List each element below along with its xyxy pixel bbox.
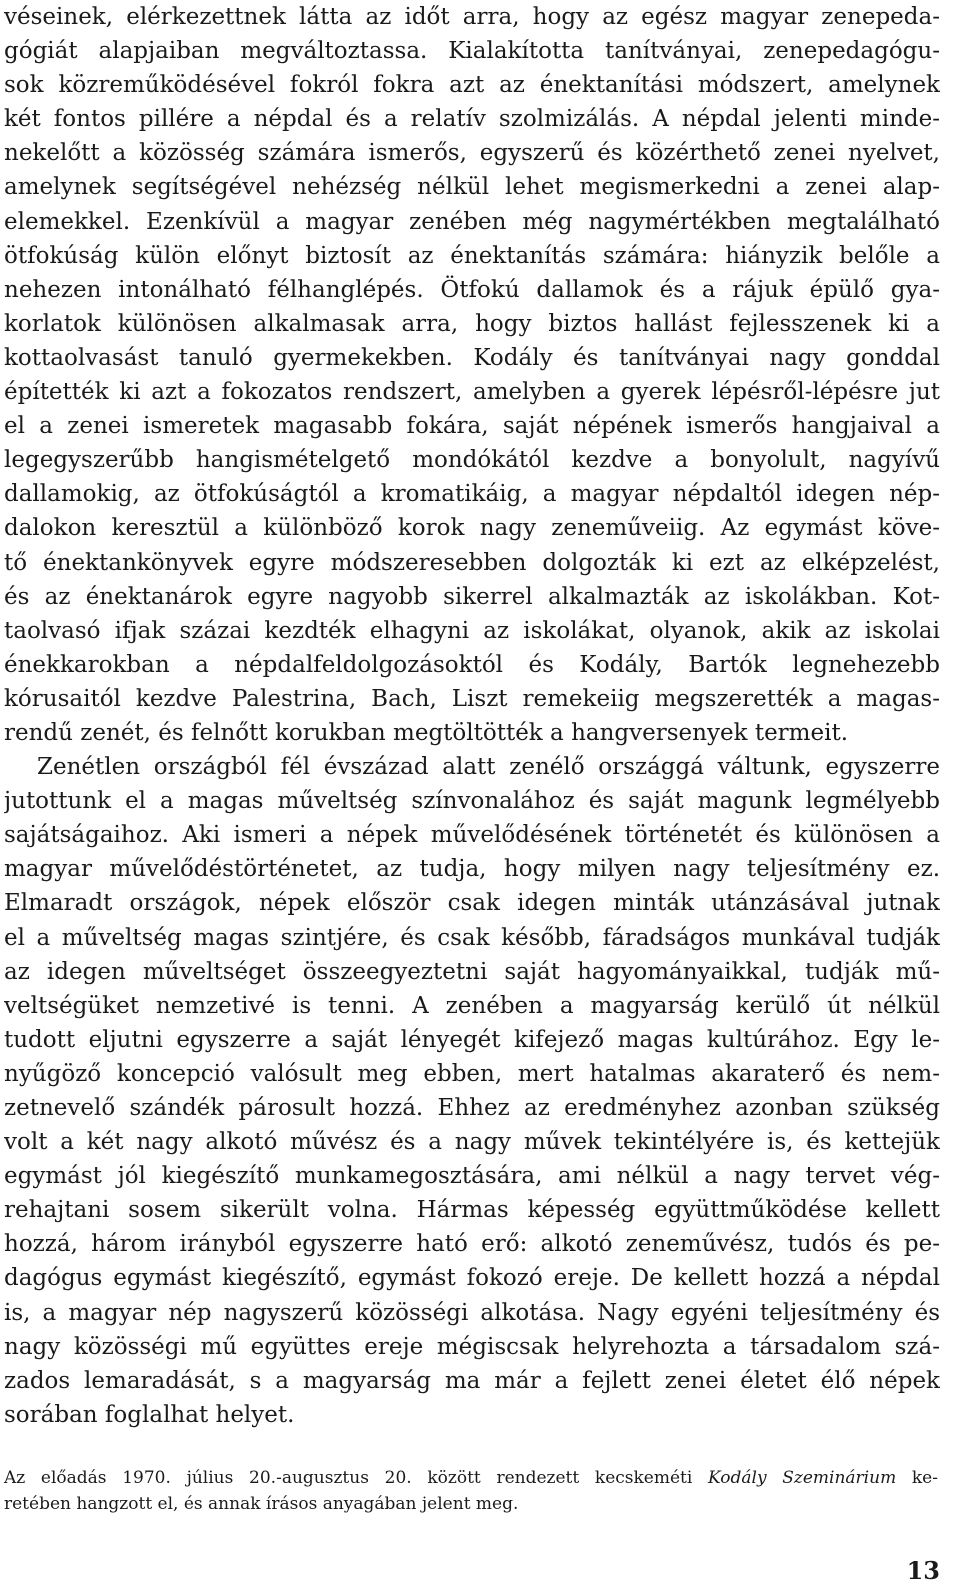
text-line: nekelőtt a közösség számára ismerős, egyszerű és közérthető zenei nyelvet, bbox=[4, 140, 940, 167]
text-line: amelynek segítségével nehézség nélkül lehet megismerkedni a zenei alap- bbox=[4, 174, 940, 201]
text-line: sok közreműködésével fokról fokra azt az énektanítási módszert, amelynek bbox=[4, 72, 940, 99]
text-line: legegyszerűbb hangismételgető mondókától kezdve a bonyolult, nagyívű bbox=[4, 447, 940, 474]
page-number: 13 bbox=[906, 1556, 940, 1585]
text-line: dalokon keresztül a különböző korok nagy zeneműveiig. Az egymást köve- bbox=[4, 515, 940, 542]
text-line: rendű zenét, és felnőtt korukban megtöltötték a hangversenyek termeit. bbox=[4, 719, 849, 746]
text-line: zetnevelő szándék párosult hozzá. Ehhez az eredményhez azonban szükség bbox=[4, 1095, 940, 1121]
text-line: nehezen intonálható félhanglépés. Ötfokú dallamok és a rájuk épülő gya- bbox=[4, 276, 940, 303]
text-line: zados lemaradását, s a magyarság ma már a fejlett zenei életet élő népek bbox=[4, 1367, 940, 1394]
text-line: és az énektanárok egyre nagyobb sikerrel alkalmazták az iskolákban. Kot- bbox=[4, 583, 940, 610]
text-line: gógiát alapjaiban megváltoztassa. Kialakította tanítványai, zenepedagógu- bbox=[4, 38, 940, 65]
text-line: építették ki azt a fokozatos rendszert, amelyben a gyerek lépésről-lépésre jut bbox=[4, 379, 940, 406]
text-line: korlatok különösen alkalmasak arra, hogy biztos hallást fejlesszenek ki a bbox=[4, 310, 940, 337]
text-line: énekkarokban a népdalfeldolgozásoktól és Kodály, Bartók legnehezebb bbox=[4, 651, 940, 678]
text-line: tudott eljutni egyszerre a saját lényegét kifejező magas kultúrához. Egy le- bbox=[4, 1026, 940, 1053]
text-line: jutottunk el a magas műveltség színvonalához és saját magunk legmélyebb bbox=[4, 788, 940, 815]
text-line: kottaolvasást tanuló gyermekekben. Kodály és tanítványai nagy gonddal bbox=[4, 344, 940, 371]
text-line: sajátságaihoz. Aki ismeri a népek művelődésének történetét és különösen a bbox=[4, 822, 940, 849]
page-body bbox=[4, 0, 940, 1432]
text-line: az idegen műveltséget összeegyeztetni saját hagyományaikkal, tudják mű- bbox=[4, 958, 940, 985]
text-line: kórusaitól kezdve Palestrina, Bach, Liszt remekeiig megszerették a magas- bbox=[4, 685, 940, 712]
footnote-text: ke- bbox=[896, 1468, 938, 1488]
text-line: dagógus egymást kiegészítő, egymást fokozó ereje. De kellett hozzá a népdal bbox=[4, 1265, 940, 1292]
paragraph-1 bbox=[4, 0, 940, 750]
text-line: két fontos pillére a népdal és a relatív szolmizálás. A népdal jelenti minde- bbox=[4, 106, 940, 133]
text-line: véseinek, elérkezettnek látta az időt arra, hogy az egész magyar zenepeda- bbox=[4, 4, 940, 30]
text-line: is, a magyar nép nagyszerű közösségi alkotása. Nagy egyéni teljesítmény és bbox=[4, 1299, 940, 1326]
text-line: tő énektankönyvek egyre módszeresebben dolgozták ki ezt az elképzelést, bbox=[4, 549, 940, 576]
text-line: elemekkel. Ezenkívül a magyar zenében még nagymértékben megtalálható bbox=[4, 208, 940, 235]
text-line: rehajtani sosem sikerült volna. Hármas képesség együttműködése kellett bbox=[4, 1197, 940, 1224]
text-line: magyar művelődéstörténetet, az tudja, hogy milyen nagy teljesítmény ez. bbox=[4, 856, 940, 883]
text-line: nyűgöző koncepció valósult meg ebben, mert hatalmas akaraterő és nem- bbox=[4, 1060, 940, 1087]
footnote-italic-title: Kodály Szeminárium bbox=[708, 1468, 897, 1488]
text-line: veltségüket nemzetivé is tenni. A zenében a magyarság kerülő út nélkül bbox=[4, 992, 940, 1019]
footnote-line-2: retében hangzott el, és annak írásos anyagában jelent meg. bbox=[4, 1494, 519, 1514]
text-line: Elmaradt országok, népek először csak idegen minták utánzásával jutnak bbox=[4, 890, 940, 917]
footnote-text: Az előadás 1970. július 20.-augusztus 20. között rendezett kecskeméti bbox=[4, 1468, 709, 1488]
text-line: sorában foglalhat helyet. bbox=[4, 1401, 295, 1428]
text-line: egymást jól kiegészítő munkamegosztására, ami nélkül a nagy tervet vég- bbox=[4, 1163, 940, 1190]
text-line: taolvasó ifjak százai kezdték elhagyni az iskolákat, olyanok, akik az iskolai bbox=[4, 617, 940, 644]
text-line: nagy közösségi mű együttes ereje mégiscsak helyrehozta a társadalom szá- bbox=[4, 1333, 940, 1360]
footnote bbox=[4, 1465, 938, 1517]
text-line: dallamokig, az ötfokúságtól a kromatikáig, a magyar népdaltól idegen nép- bbox=[4, 481, 940, 508]
text-line: Zenétlen országból fél évszázad alatt zenélő országgá váltunk, egyszerre bbox=[37, 754, 940, 781]
text-line: hozzá, három irányból egyszerre ható erő: alkotó zeneművész, tudós és pe- bbox=[4, 1231, 940, 1258]
paragraph-2 bbox=[4, 750, 940, 1432]
text-line: ötfokúság külön előnyt biztosít az énektanítás számára: hiányzik belőle a bbox=[4, 242, 940, 269]
text-line: el a műveltség magas szintjére, és csak később, fáradságos munkával tudják bbox=[4, 924, 940, 951]
text-line: el a zenei ismeretek magasabb fokára, saját népének ismerős hangjaival a bbox=[4, 413, 940, 440]
footnote-line-1 bbox=[4, 1465, 938, 1491]
text-line: volt a két nagy alkotó művész és a nagy művek tekintélyére is, és kettejük bbox=[4, 1129, 940, 1156]
